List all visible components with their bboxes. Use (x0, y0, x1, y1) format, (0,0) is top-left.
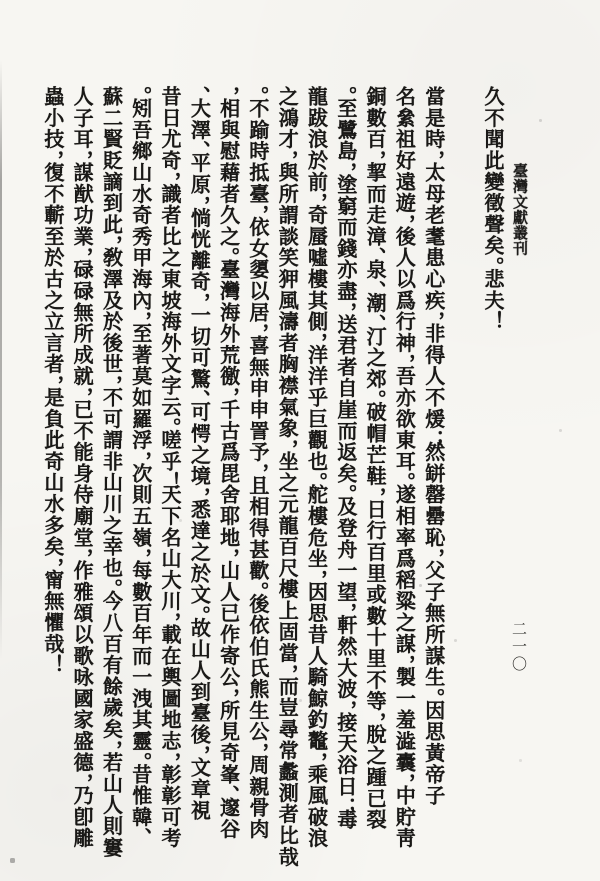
punctuation: 。 (245, 581, 268, 594)
punctuation: 。 (128, 751, 151, 764)
punctuation: ， (216, 386, 239, 399)
punctuation: 。 (333, 86, 356, 98)
punctuation: ， (187, 745, 210, 758)
punctuation: 。 (99, 578, 122, 591)
punctuation: ， (70, 149, 93, 162)
punctuation: ， (392, 773, 415, 786)
text-column: 蘇二賢貶謫到此，敎澤及於後世，不可謂非山川之幸也。今八百有餘歲矣，若山人則窶 (99, 86, 122, 859)
punctuation: ， (245, 204, 268, 217)
text-column: 名絫祖好遠遊，後人以爲行神，吾亦欲東耳。遂相率爲稻粱之謀，製一羞澁囊，中貯靑 (392, 86, 415, 849)
punctuation: ， (216, 548, 239, 561)
punctuation: ， (363, 486, 386, 499)
punctuation: ， (304, 192, 327, 205)
text-column: 。矧吾鄉山水奇秀甲海內，至著莫如羅浮，次則五嶺，每數百年而一洩其靈。昔惟韓、 (128, 86, 151, 840)
punctuation: 。 (333, 484, 356, 497)
text-column: 昔日尤奇，識者比之東坡海外文字云。嗟乎！天下名山大川，載在輿圖地志，彰彰可考 (158, 86, 181, 849)
text-column: 人子耳，謀猷功業，碌碌無所成就，已不能身侍廟堂，作雅頌以歌咏國家盛德，乃卽雕 (70, 86, 93, 849)
punctuation: ， (392, 213, 415, 226)
punctuation: ， (245, 742, 268, 755)
punctuation: ， (275, 438, 298, 451)
punctuation: ， (187, 486, 210, 499)
punctuation: ， (187, 292, 210, 305)
punctuation: 、 (187, 389, 210, 402)
punctuation: ， (245, 462, 268, 475)
text-column: 龍跋浪於前，奇蜃噓樓其側，洋洋乎巨觀也。舵樓危坐，因思昔人騎鯨釣鼇，乘風破浪 (304, 86, 327, 849)
punctuation: ， (158, 171, 181, 184)
punctuation: 。 (363, 389, 386, 402)
punctuation: ， (70, 386, 93, 399)
punctuation: 、 (187, 86, 210, 98)
punctuation: ， (275, 149, 298, 162)
punctuation: ， (304, 569, 327, 582)
punctuation: ， (70, 773, 93, 786)
punctuation: ； (333, 797, 356, 810)
punctuation: 。 (216, 247, 239, 260)
punctuation: 。 (421, 687, 444, 700)
punctuation: 、 (187, 140, 210, 153)
punctuation: ！ (481, 311, 503, 324)
text-column (0, 86, 37, 838)
punctuation: ， (187, 195, 210, 208)
punctuation: 、 (128, 827, 151, 840)
text-column: 當是時，太母老耄患心疾，非得人不煖；然缾罄罍恥，父子無所謀生。因思黃帝子 (421, 86, 444, 807)
punctuation: ， (158, 751, 181, 764)
punctuation: 。 (187, 605, 210, 618)
punctuation: ， (275, 663, 298, 676)
punctuation: ， (99, 235, 122, 248)
punctuation: ， (392, 654, 415, 667)
punctuation: ， (304, 332, 327, 345)
punctuation: ， (99, 739, 122, 752)
punctuation: ， (128, 450, 151, 463)
punctuation: 。 (245, 86, 268, 98)
punctuation: ， (70, 247, 93, 260)
punctuation: ， (128, 311, 151, 323)
text-column: 銅數百，挈而走漳、泉、潮、汀之郊。破帽芒鞋，日行百里或數十里不等，脫之踵已裂 (363, 86, 386, 831)
punctuation: ， (333, 602, 356, 615)
punctuation: ， (245, 323, 268, 335)
punctuation: ！ (158, 472, 181, 485)
punctuation: 、 (363, 313, 386, 326)
punctuation: ， (128, 548, 151, 561)
punctuation: ！ (40, 654, 63, 667)
punctuation: 。 (392, 472, 415, 485)
text-column: 。不踰時抵臺，依女嬃以居，喜無申申詈予，且相得甚歡。後依伯氏熊生公，周親骨肉 (245, 86, 268, 840)
text-column: 久不聞此變徵聲矣。悲夫！ (481, 86, 503, 324)
punctuation: ， (158, 611, 181, 624)
punctuation: 。 (128, 86, 151, 98)
punctuation: ， (40, 557, 63, 570)
punctuation: 、 (216, 785, 239, 798)
text-block (0, 86, 506, 868)
punctuation: ， (333, 301, 356, 314)
punctuation: ， (363, 149, 386, 162)
punctuation: ， (216, 687, 239, 700)
punctuation: ， (421, 548, 444, 561)
punctuation: ， (333, 161, 356, 174)
punctuation: ， (392, 353, 415, 366)
text-column: 之鴻才，與所謂談笑狎風濤者胸襟氣象，坐之元龍百尺樓上固當，而豈尋常蠡測者比哉 (275, 86, 298, 868)
punctuation: ， (70, 548, 93, 561)
punctuation: ， (363, 711, 386, 724)
punctuation: ， (99, 374, 122, 387)
scan-noise (0, 0, 1, 1)
text-column: 、大澤、平原，惝恍離奇，一切可驚、可愕之境，悉達之於文。故山人到臺後，文章視 (187, 86, 210, 822)
punctuation: ， (421, 149, 444, 162)
punctuation: ， (421, 311, 444, 324)
text-column: 。至鷺島，塗窮而錢亦盡，送君者自崖而返矣。及登舟一望，軒然大波，接天浴日；毒 (333, 86, 356, 831)
punctuation: ， (40, 374, 63, 387)
punctuation: 、 (363, 280, 386, 293)
page-number: 二一〇 (510, 621, 526, 674)
punctuation: ， (333, 699, 356, 712)
text-column: ，相與慰藉者久之。臺灣海外荒徼，千古爲毘舍耶地，山人已作寄公，所見奇峯、邃谷 (216, 86, 239, 840)
series-title: 臺灣文獻叢刊 (511, 163, 527, 256)
punctuation: 。 (158, 417, 181, 430)
text-column: 蟲小技，復不蘄至於古之立言者，是負此奇山水多矣，甯無懼哉！ (40, 86, 63, 667)
punctuation: ， (304, 751, 327, 764)
punctuation: ； (421, 429, 444, 442)
punctuation: 、 (363, 247, 386, 260)
punctuation: ， (40, 149, 63, 162)
punctuation: 。 (481, 256, 503, 269)
punctuation: 。 (304, 472, 327, 485)
punctuation: ， (216, 86, 239, 98)
